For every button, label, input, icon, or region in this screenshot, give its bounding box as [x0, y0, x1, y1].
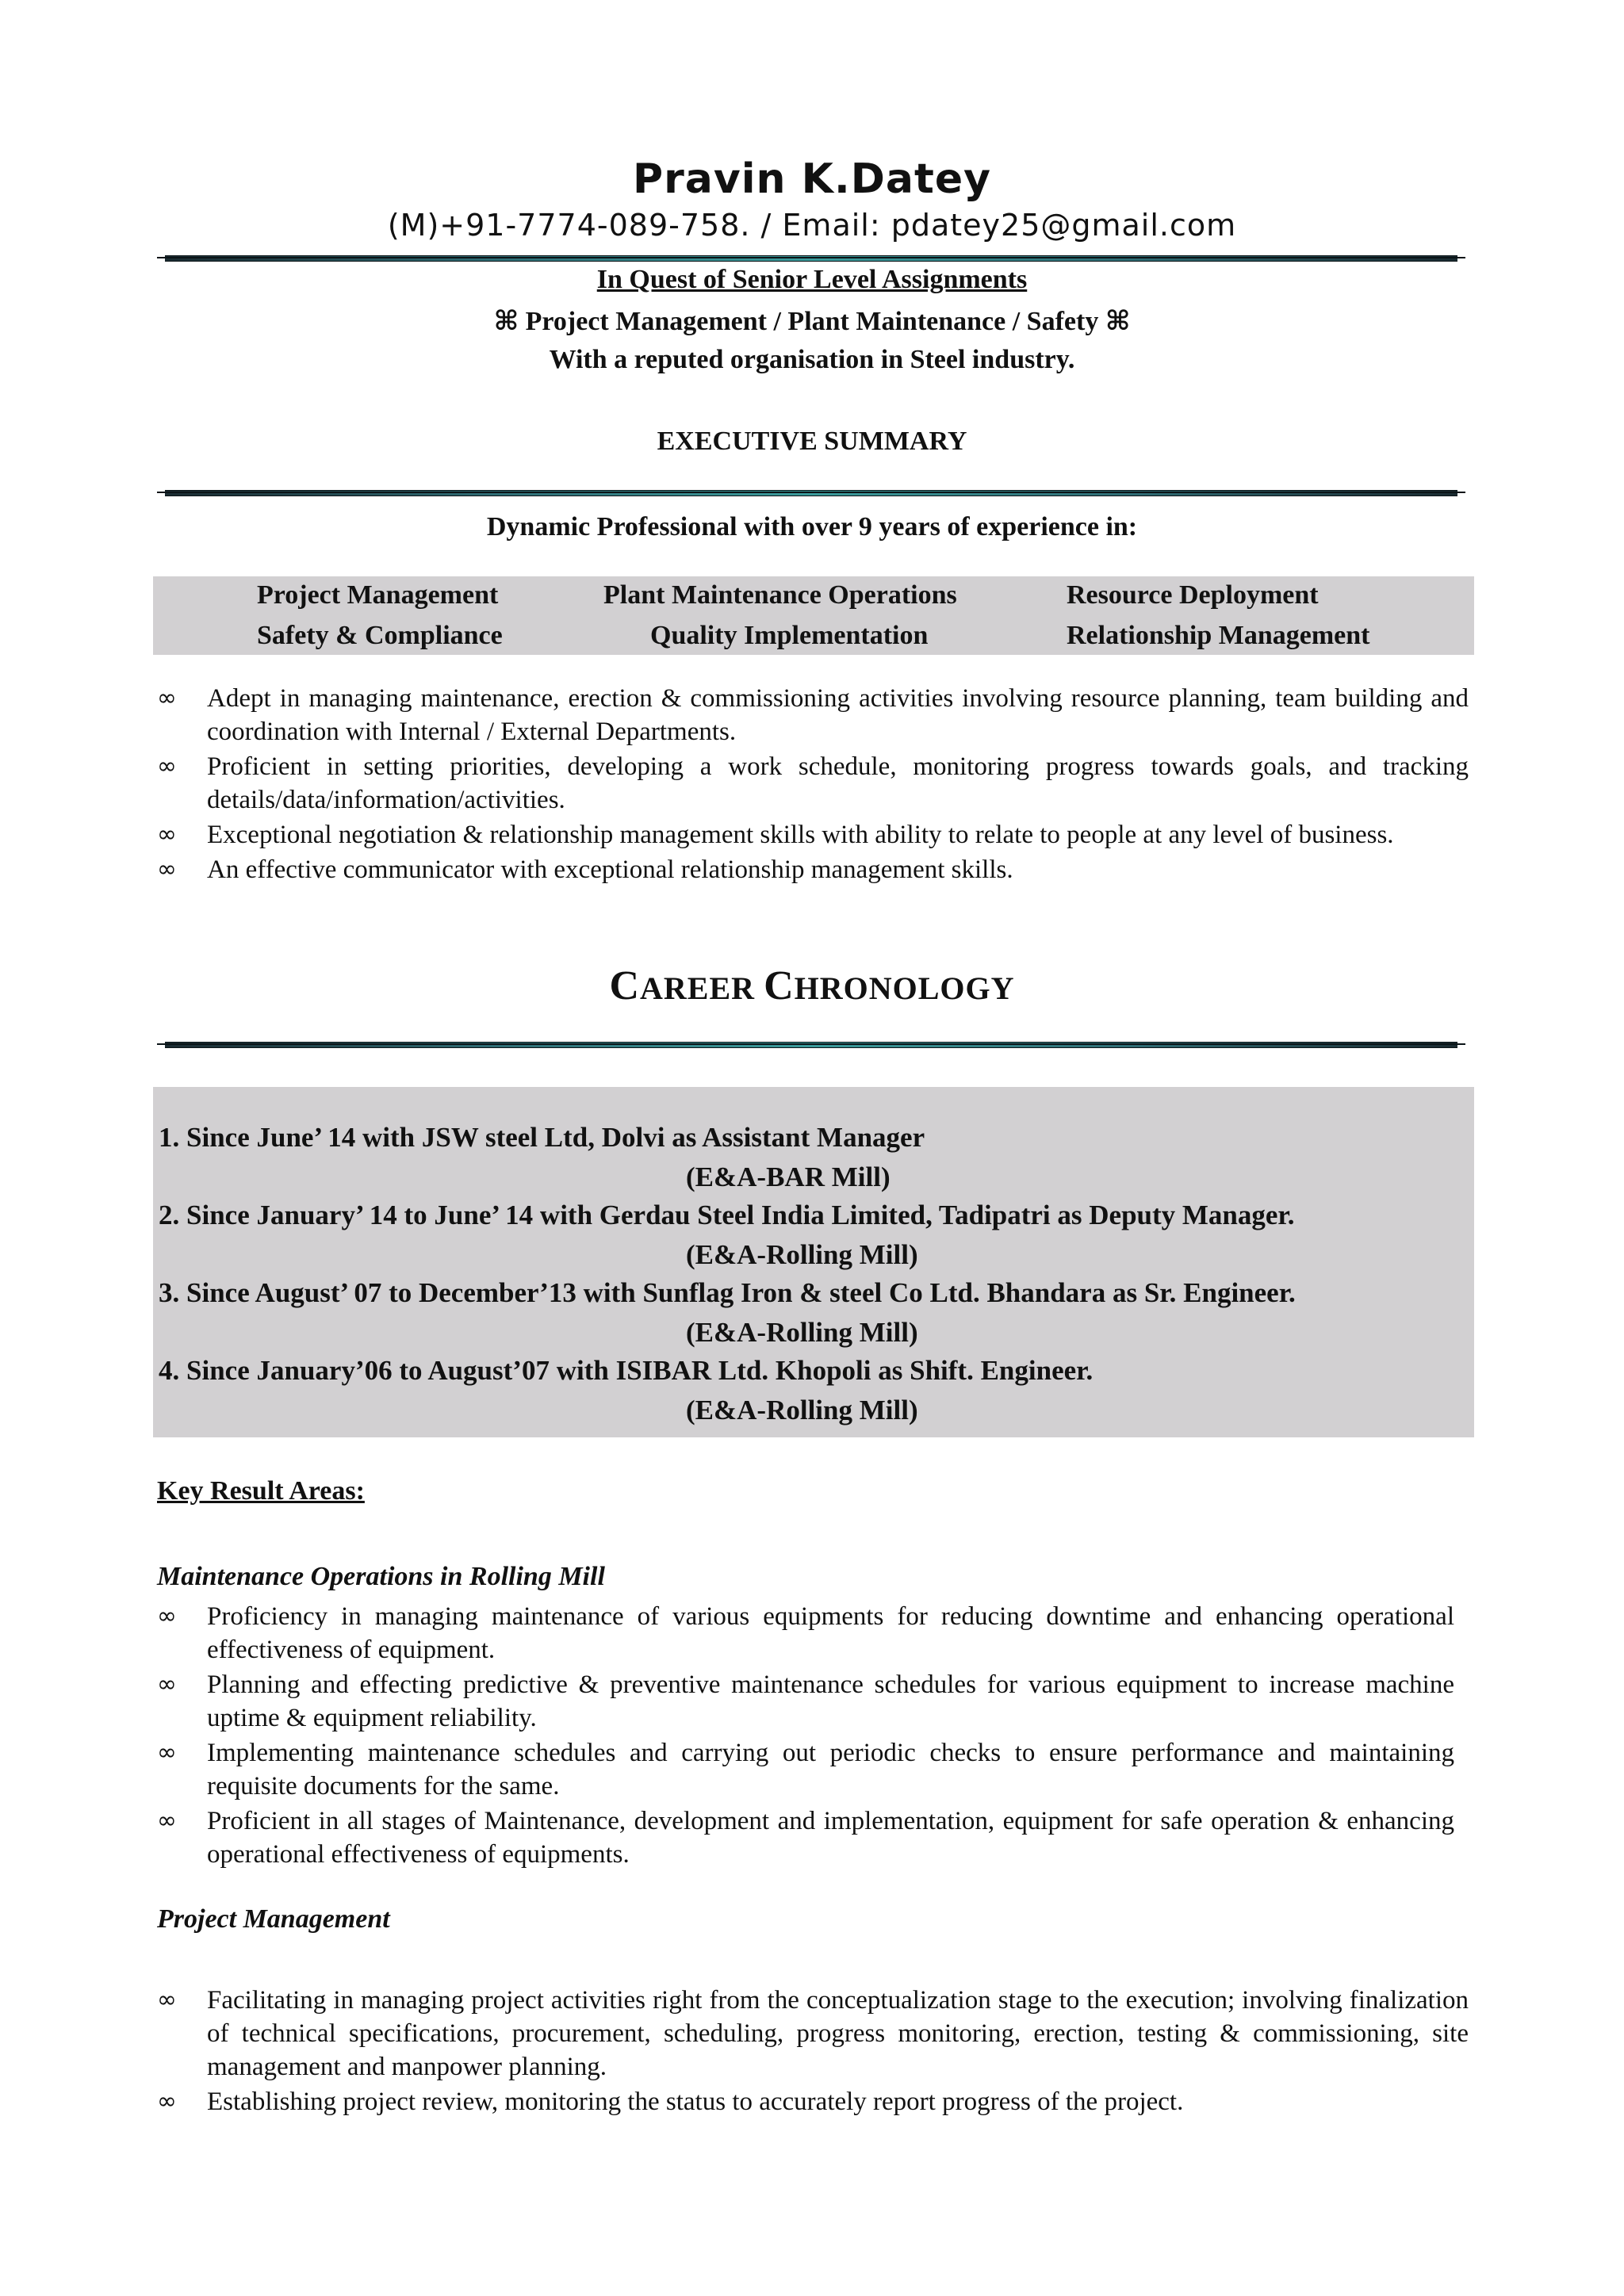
bullet-icon: ∞ [157, 1602, 177, 1630]
maintenance-subheading: Maintenance Operations in Rolling Mill [157, 1562, 605, 1591]
skill-item: Resource Deployment [1067, 580, 1319, 610]
list-item: ∞ An effective communicator with exceptional relationship management skills. [157, 853, 1469, 886]
bullet-icon: ∞ [157, 2087, 177, 2115]
career-entry: 2. Since January’ 14 to June’ 14 with Gerdau Steel India Limited, Tadipatri as Deputy Manager. [159, 1200, 1295, 1230]
key-result-areas-heading: Key Result Areas: [157, 1476, 365, 1506]
career-entry: 3. Since August’ 07 to December’13 with Sunflag Iron & steel Co Ltd. Bhandara as Sr. Engineer. [159, 1277, 1296, 1308]
list-item: ∞ Proficient in all stages of Maintenance, development and implementation, equipment for safe operation & enhancing operational effectiveness of equipments. [157, 1804, 1454, 1871]
bullet-icon: ∞ [157, 1670, 177, 1698]
career-entry: 1. Since June’ 14 with JSW steel Ltd, Dolvi as Assistant Manager [159, 1122, 925, 1153]
contact-info: (M)+91-7774-089-758. / Email: pdatey25@gmail.com [387, 208, 1237, 243]
bullet-icon: ∞ [157, 1986, 177, 2014]
candidate-name: Pravin K.Datey [632, 155, 991, 203]
skills-grid [153, 576, 1474, 655]
objective-organisation: With a reputed organisation in Steel industry. [549, 345, 1075, 374]
list-item: ∞ Exceptional negotiation & relationship management skills with ability to relate to people at any level of business. [157, 818, 1469, 851]
decorative-divider [157, 1039, 1465, 1050]
career-chronology-heading: CAREER CHRONOLOGY [609, 963, 1015, 1008]
executive-summary-heading: EXECUTIVE SUMMARY [657, 427, 967, 456]
project-bullet-list [157, 1984, 1469, 2120]
skill-item: Plant Maintenance Operations [603, 580, 957, 610]
list-item: ∞ Planning and effecting predictive & preventive maintenance schedules for various equipment to increase machine uptime & equipment reliability. [157, 1668, 1454, 1735]
list-item: ∞ Establishing project review, monitoring the status to accurately report progress of the project. [157, 2085, 1469, 2118]
list-item: ∞ Proficient in setting priorities, developing a work schedule, monitoring progress towards goals, and tracking details/data/information/activities. [157, 750, 1469, 817]
experience-intro: Dynamic Professional with over 9 years of experience in: [486, 512, 1138, 541]
decorative-divider [157, 252, 1465, 263]
career-entry-dept: (E&A-BAR Mill) [686, 1161, 891, 1192]
skill-item: Quality Implementation [650, 621, 929, 650]
bullet-icon: ∞ [157, 684, 177, 712]
objective-areas: ⌘ Project Management / Plant Maintenance / Safety ⌘ [493, 307, 1131, 336]
bullet-icon: ∞ [157, 1739, 177, 1766]
career-entry-dept: (E&A-Rolling Mill) [686, 1239, 918, 1270]
list-item: ∞ Adept in managing maintenance, erection & commissioning activities involving resource planning, team building and coordination with Internal / External Departments. [157, 682, 1469, 748]
bullet-icon: ∞ [157, 821, 177, 848]
summary-bullet-list [157, 682, 1469, 888]
decorative-divider [157, 487, 1465, 498]
skill-item: Safety & Compliance [257, 621, 503, 650]
project-management-subheading: Project Management [157, 1904, 390, 1934]
maintenance-bullet-list [157, 1600, 1454, 1873]
bullet-icon: ∞ [157, 1807, 177, 1835]
career-chronology-box [153, 1087, 1474, 1437]
skill-item: Project Management [257, 580, 499, 610]
list-item: ∞ Facilitating in managing project activities right from the conceptualization stage to the execution; involving finalization of technical specifications, procurement, scheduling, progress monitoring, erection, testing & commissioning, site management and manpower planning. [157, 1984, 1469, 2084]
skill-item: Relationship Management [1067, 621, 1370, 650]
list-item: ∞ Proficiency in managing maintenance of various equipments for reducing downtime and enhancing operational effectiveness of equipment. [157, 1600, 1454, 1667]
bullet-icon: ∞ [157, 855, 177, 883]
list-item: ∞ Implementing maintenance schedules and carrying out periodic checks to ensure performance and maintaining requisite documents for the same. [157, 1736, 1454, 1803]
objective-title: In Quest of Senior Level Assignments [596, 265, 1028, 294]
bullet-icon: ∞ [157, 752, 177, 780]
career-entry-dept: (E&A-Rolling Mill) [686, 1317, 918, 1348]
career-entry: 4. Since January’06 to August’07 with ISIBAR Ltd. Khopoli as Shift. Engineer. [159, 1355, 1094, 1386]
career-entry-dept: (E&A-Rolling Mill) [686, 1395, 918, 1425]
